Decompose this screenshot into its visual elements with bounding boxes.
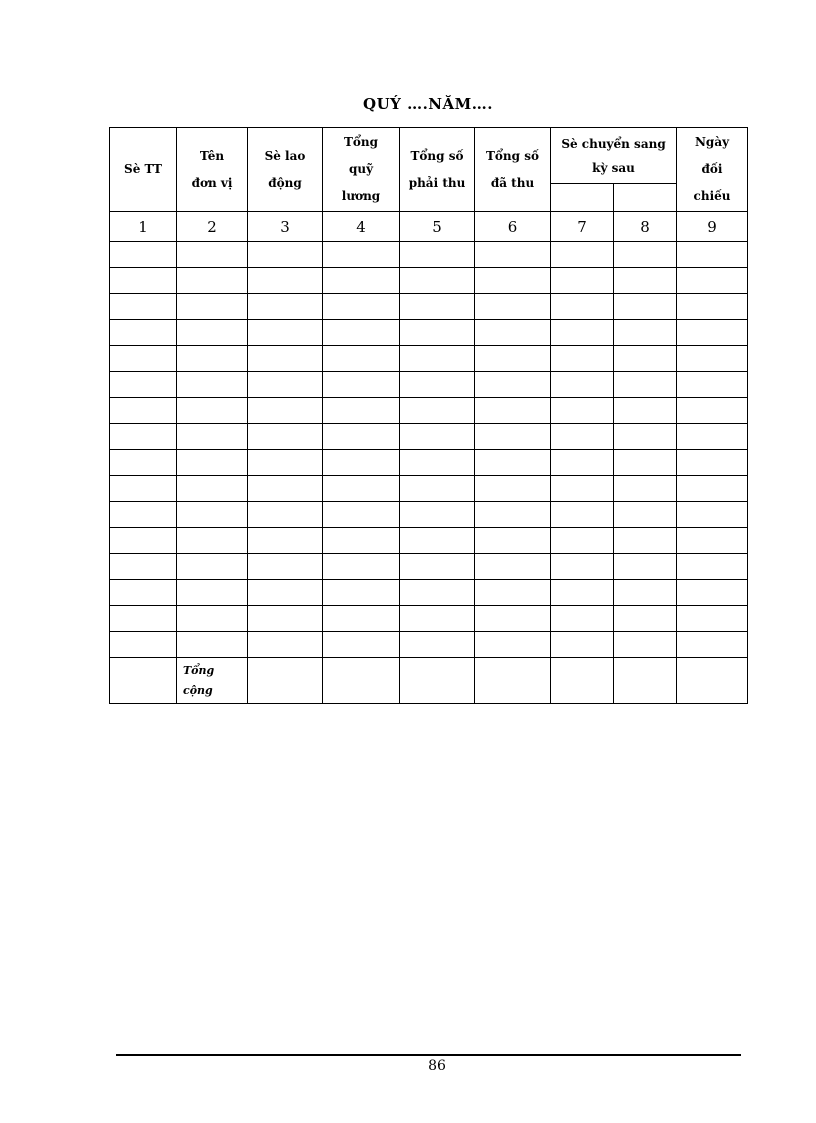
table-cell <box>248 606 323 632</box>
table-cell <box>677 502 748 528</box>
column-number: 2 <box>177 212 248 242</box>
table-cell <box>677 606 748 632</box>
table-cell <box>677 424 748 450</box>
table-cell <box>614 554 677 580</box>
table-cell <box>248 424 323 450</box>
table-cell <box>400 372 475 398</box>
header-row-1 <box>110 128 748 184</box>
table-cell <box>323 346 400 372</box>
table-cell <box>400 632 475 658</box>
table-cell <box>551 268 614 294</box>
document-title: QUÝ ….NĂM…. <box>363 95 493 113</box>
table-cell <box>677 632 748 658</box>
table-cell <box>323 606 400 632</box>
table-cell <box>248 398 323 424</box>
table-cell <box>400 320 475 346</box>
table-cell <box>551 580 614 606</box>
table-cell <box>400 476 475 502</box>
table-cell <box>177 606 248 632</box>
table-cell <box>323 398 400 424</box>
table-row <box>110 320 748 346</box>
table-cell <box>248 580 323 606</box>
table-row <box>110 242 748 268</box>
table-cell <box>614 268 677 294</box>
table-row <box>110 606 748 632</box>
table-cell <box>110 372 177 398</box>
table-cell <box>110 528 177 554</box>
table-cell <box>677 450 748 476</box>
table-row <box>110 372 748 398</box>
table-cell <box>475 528 551 554</box>
table-row <box>110 580 748 606</box>
table-cell <box>475 268 551 294</box>
table-cell <box>614 528 677 554</box>
table-cell <box>110 424 177 450</box>
table-cell <box>177 580 248 606</box>
header-labor-count: Sè lao động <box>248 128 323 212</box>
table-cell <box>475 242 551 268</box>
table-cell <box>248 346 323 372</box>
table-cell <box>475 320 551 346</box>
table-cell <box>475 632 551 658</box>
table-cell <box>323 372 400 398</box>
table-cell <box>614 424 677 450</box>
header-total-receivable: Tổng số phải thu <box>400 128 475 212</box>
table-cell <box>551 320 614 346</box>
column-number: 1 <box>110 212 177 242</box>
table-cell <box>323 632 400 658</box>
total-cell <box>400 658 475 704</box>
table-cell <box>248 294 323 320</box>
column-number: 9 <box>677 212 748 242</box>
table-cell <box>475 372 551 398</box>
table-cell <box>400 554 475 580</box>
table-cell <box>177 242 248 268</box>
table-cell <box>614 502 677 528</box>
table-row <box>110 346 748 372</box>
table-cell <box>323 528 400 554</box>
table-row <box>110 450 748 476</box>
table-cell <box>400 502 475 528</box>
table-row <box>110 554 748 580</box>
column-number: 6 <box>475 212 551 242</box>
table-cell <box>110 242 177 268</box>
table-cell <box>177 554 248 580</box>
table-cell <box>551 294 614 320</box>
table-row <box>110 268 748 294</box>
table-cell <box>614 372 677 398</box>
table-cell <box>677 528 748 554</box>
table-cell <box>110 606 177 632</box>
table-cell <box>177 632 248 658</box>
table-row <box>110 528 748 554</box>
table-cell <box>551 502 614 528</box>
table-cell <box>551 372 614 398</box>
table-cell <box>551 554 614 580</box>
column-number: 5 <box>400 212 475 242</box>
table-cell <box>614 632 677 658</box>
table-cell <box>248 450 323 476</box>
table-cell <box>110 554 177 580</box>
table-cell <box>110 502 177 528</box>
table-cell <box>475 398 551 424</box>
table-row <box>110 424 748 450</box>
table-cell <box>323 554 400 580</box>
table-cell <box>323 580 400 606</box>
total-cell <box>475 658 551 704</box>
table-row <box>110 398 748 424</box>
table-cell <box>400 580 475 606</box>
table-cell <box>248 372 323 398</box>
table-cell <box>248 632 323 658</box>
table-cell <box>677 294 748 320</box>
ledger-body <box>110 128 748 704</box>
table-cell <box>323 450 400 476</box>
header-stt: Sè TT <box>110 128 177 212</box>
total-cell <box>323 658 400 704</box>
table-cell <box>551 632 614 658</box>
table-cell <box>614 320 677 346</box>
table-cell <box>248 554 323 580</box>
column-number: 4 <box>323 212 400 242</box>
table-cell <box>323 320 400 346</box>
total-cell <box>677 658 748 704</box>
total-cell <box>551 658 614 704</box>
ledger-table <box>109 127 748 704</box>
table-cell <box>177 450 248 476</box>
table-cell <box>677 372 748 398</box>
table-cell <box>400 268 475 294</box>
table-cell <box>323 502 400 528</box>
table-row <box>110 632 748 658</box>
table-cell <box>177 320 248 346</box>
table-cell <box>551 424 614 450</box>
total-cell <box>248 658 323 704</box>
table-cell <box>248 320 323 346</box>
total-cell <box>110 658 177 704</box>
table-cell <box>475 502 551 528</box>
table-cell <box>177 476 248 502</box>
table-cell <box>177 528 248 554</box>
table-cell <box>177 268 248 294</box>
table-cell <box>248 476 323 502</box>
table-cell <box>677 320 748 346</box>
table-cell <box>400 294 475 320</box>
header-carry-forward: Sè chuyển sang kỳ sau <box>551 128 677 184</box>
table-cell <box>677 554 748 580</box>
table-cell <box>248 242 323 268</box>
table-cell <box>110 476 177 502</box>
table-row <box>110 502 748 528</box>
table-cell <box>248 502 323 528</box>
table-cell <box>677 346 748 372</box>
table-cell <box>110 632 177 658</box>
table-cell <box>677 580 748 606</box>
table-cell <box>614 242 677 268</box>
table-cell <box>614 580 677 606</box>
header-unit-name: Tên đơn vị <box>177 128 248 212</box>
table-cell <box>323 424 400 450</box>
table-cell <box>400 450 475 476</box>
table-cell <box>110 268 177 294</box>
table-cell <box>248 528 323 554</box>
table-cell <box>475 554 551 580</box>
table-cell <box>614 450 677 476</box>
table-cell <box>551 528 614 554</box>
header-carry-forward-sub-1 <box>551 184 614 212</box>
column-number: 8 <box>614 212 677 242</box>
table-cell <box>400 242 475 268</box>
table-cell <box>475 606 551 632</box>
table-cell <box>110 450 177 476</box>
table-cell <box>400 398 475 424</box>
total-row <box>110 658 748 704</box>
table-cell <box>677 242 748 268</box>
table-cell <box>177 424 248 450</box>
table-cell <box>177 346 248 372</box>
column-number: 7 <box>551 212 614 242</box>
table-cell <box>677 398 748 424</box>
column-number: 3 <box>248 212 323 242</box>
header-carry-forward-sub-2 <box>614 184 677 212</box>
page-number: 86 <box>428 1058 446 1074</box>
table-cell <box>400 606 475 632</box>
table-cell <box>475 580 551 606</box>
table-cell <box>614 606 677 632</box>
table-cell <box>177 294 248 320</box>
table-cell <box>551 476 614 502</box>
table-cell <box>551 398 614 424</box>
table-cell <box>475 346 551 372</box>
table-cell <box>323 242 400 268</box>
table-cell <box>475 476 551 502</box>
total-label: Tổng cộng <box>177 658 248 704</box>
table-cell <box>323 476 400 502</box>
table-cell <box>248 268 323 294</box>
table-cell <box>110 580 177 606</box>
column-number-row <box>110 212 748 242</box>
table-cell <box>323 268 400 294</box>
table-cell <box>551 450 614 476</box>
table-cell <box>677 268 748 294</box>
table-cell <box>110 294 177 320</box>
table-cell <box>614 398 677 424</box>
table-cell <box>177 398 248 424</box>
table-cell <box>614 346 677 372</box>
table-cell <box>551 242 614 268</box>
table-cell <box>400 528 475 554</box>
table-cell <box>400 346 475 372</box>
table-row <box>110 294 748 320</box>
table-cell <box>177 502 248 528</box>
table-cell <box>110 398 177 424</box>
table-cell <box>551 606 614 632</box>
table-cell <box>475 450 551 476</box>
table-cell <box>400 424 475 450</box>
header-total-salary-fund: Tổng quỹ lương <box>323 128 400 212</box>
table-cell <box>551 346 614 372</box>
table-cell <box>677 476 748 502</box>
table-cell <box>110 346 177 372</box>
table-cell <box>614 476 677 502</box>
table-cell <box>323 294 400 320</box>
table-cell <box>475 294 551 320</box>
table-cell <box>614 294 677 320</box>
table-cell <box>110 320 177 346</box>
header-total-collected: Tổng số đã thu <box>475 128 551 212</box>
table-cell <box>177 372 248 398</box>
table-cell <box>475 424 551 450</box>
footer-rule <box>116 1054 741 1056</box>
table-row <box>110 476 748 502</box>
header-reconcile-date: Ngày đối chiếu <box>677 128 748 212</box>
total-cell <box>614 658 677 704</box>
